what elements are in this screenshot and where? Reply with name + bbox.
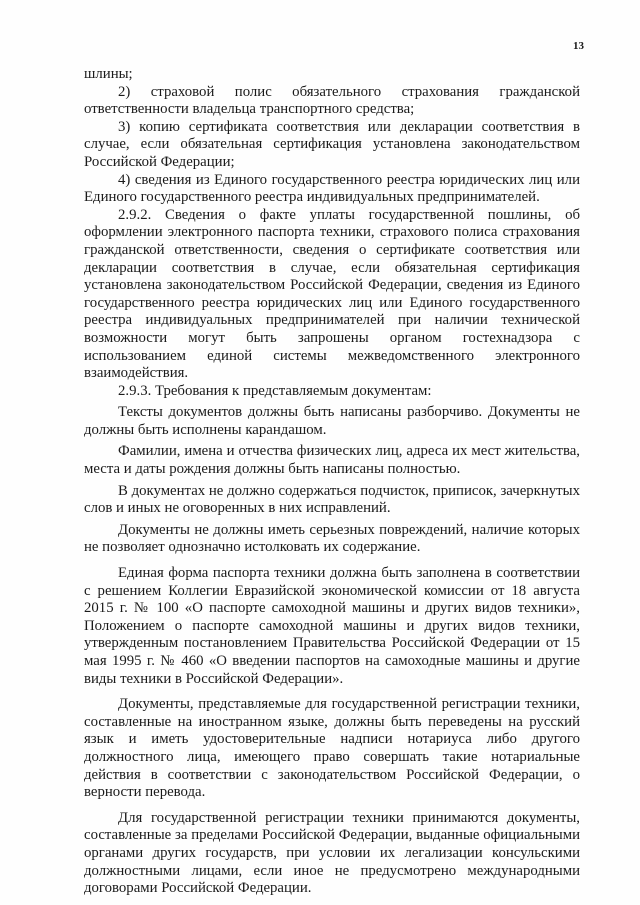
paragraph-foreign-documents: Для государственной регистрации техники принимаются документы, составленные за пределами Российской Федерации, выданные официальными органами других государств, при условии их легализации консульскими должностными лицами, если иное не предусмотрено международными договорами Российской Федерации. bbox=[84, 809, 580, 897]
paragraph-item-2-insurance: 2) страховой полис обязательного страхования гражданской ответственности владельца транспортного средства; bbox=[84, 83, 580, 118]
paragraph-item-4-registry: 4) сведения из Единого государственного реестра юридических лиц или Единого государственного реестра индивидуальных предпринимателей. bbox=[84, 171, 580, 206]
paragraph-foreign-language: Документы, представляемые для государственной регистрации техники, составленные на иностранном языке, должны быть переведены на русский язык и иметь удостоверительные надписи нотариуса либо другого должностного лица, имеющего право совершать такие нотариальные действия в соответствии с законодательством Российской Федерации, о верности перевода. bbox=[84, 696, 580, 801]
paragraph-2-9-2: 2.9.2. Сведения о факте уплаты государственной пошлины, об оформлении электронного паспорта техники, страхового полиса страхования гражданской ответственности, сведения о сертификате соответствия или декларации соответствия в случае, если обязательная сертификация установлена законодательством Российской Федерации, сведения из Единого государственного реестра юридических лиц или Единого государственного реестра индивидуальных предпринимателей при наличии технической возможности могут быть запрошены органом гостехнадзора с использованием единой системы межведомственного электронного взаимодействия. bbox=[84, 206, 580, 382]
paragraph-1-continuation: шлины; bbox=[84, 66, 133, 82]
paragraph-full-names: Фамилии, имена и отчества физических лиц, адреса их мест жительства, места и даты рождения должны быть написаны полностью. bbox=[84, 443, 580, 478]
paragraph-no-damage: Документы не должны иметь серьезных повреждений, наличие которых не позволяет однозначно истолковать их содержание. bbox=[84, 521, 580, 556]
paragraph-passport-form: Единая форма паспорта техники должна быть заполнена в соответствии с решением Коллегии Евразийской экономической комиссии от 18 августа 2015 г. № 100 «О паспорте самоходной машины и других видов техники», Положением о паспорте самоходной машины и других видов техники, утвержденным постановлением Правительства Российской Федерации от 15 мая 1995 г. № 460 «О введении паспортов на самоходные машины и другие виды техники в Российской Федерации». bbox=[84, 565, 580, 687]
document-body bbox=[84, 66, 580, 898]
paragraph-no-corrections: В документах не должно содержаться подчисток, приписок, зачеркнутых слов и иных не оговоренных в них исправлений. bbox=[84, 482, 580, 517]
paragraph-2-9-3-heading: 2.9.3. Требования к представляемым документам: bbox=[118, 382, 432, 399]
paragraph-legibility: Тексты документов должны быть написаны разборчиво. Документы не должны быть исполнены карандашом. bbox=[84, 404, 580, 438]
page-number: 13 bbox=[573, 40, 584, 52]
paragraph-item-3-certificate: 3) копию сертификата соответствия или декларации соответствия в случае, если обязательная сертификация установлена законодательством Российской Федерации; bbox=[84, 118, 580, 170]
